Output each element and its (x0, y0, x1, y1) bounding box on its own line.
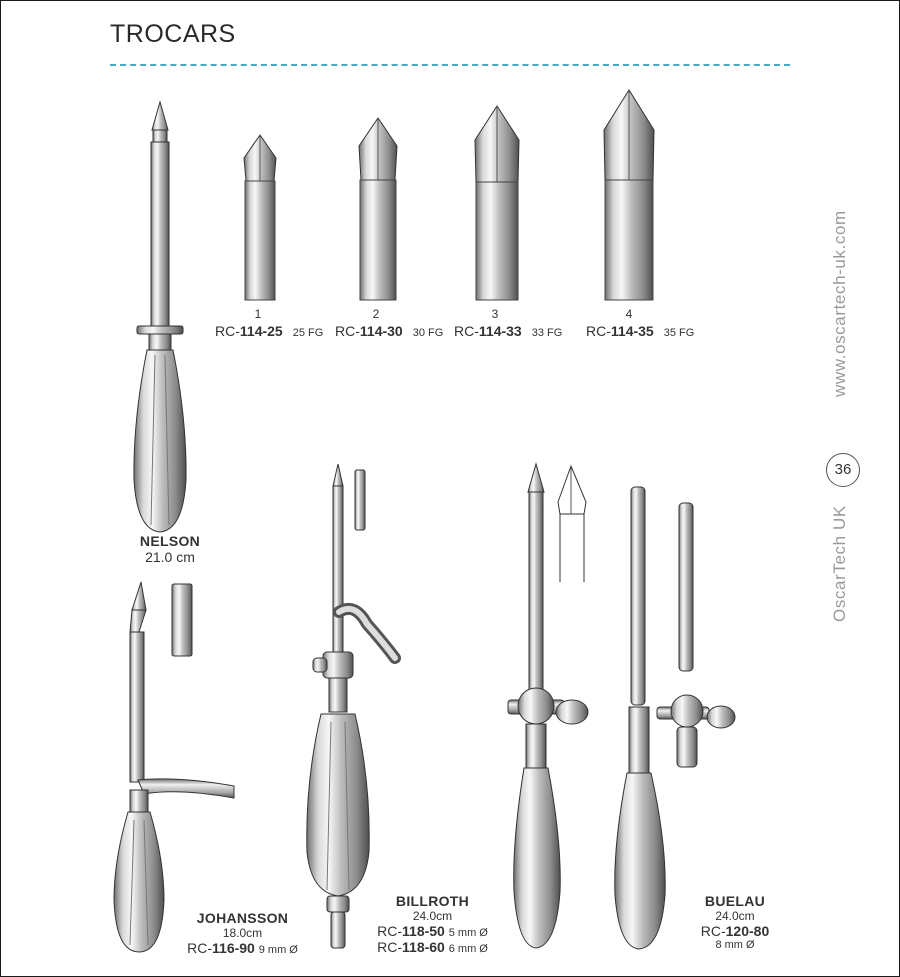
side-branding (830, 210, 860, 640)
billroth-label (360, 893, 505, 955)
tip-4-illustration (598, 88, 660, 300)
page-number: 36 (826, 453, 860, 487)
billroth-size: 24.0cm (412, 909, 453, 923)
johansson-label (180, 910, 305, 956)
johansson-code: RC-116-90 9 mm Ø (187, 940, 298, 956)
buelau-name: BUELAU (704, 893, 766, 909)
tip-3-number: 3 (491, 307, 499, 321)
nelson-name: NELSON (139, 533, 201, 549)
page-title: TROCARS (110, 20, 236, 48)
billroth-code-1: RC-118-50 5 mm Ø (377, 923, 488, 939)
tip-1-number: 1 (254, 307, 262, 321)
brand-name: OscarTech UK (830, 505, 849, 622)
buelau-trocar-illustration (605, 485, 745, 955)
tip-2-illustration (355, 116, 401, 300)
buelau-size: 24.0cm (715, 909, 755, 923)
nelson-label (120, 533, 220, 565)
tip-4-code: RC-114-35 35 FG (586, 323, 695, 339)
johansson-size: 18.0cm (222, 926, 263, 940)
tip-1-code: RC-114-25 25 FG (215, 323, 324, 339)
billroth-name: BILLROTH (395, 893, 470, 909)
tip-3-illustration (470, 104, 524, 300)
tip-2-number: 2 (372, 307, 380, 321)
billroth-trocar-illustration (295, 462, 415, 962)
tip-3-code: RC-114-33 33 FG (454, 323, 563, 339)
website-url: www.oscartech-uk.com (830, 210, 849, 397)
billroth-code-2: RC-118-60 6 mm Ø (377, 939, 488, 955)
tip-4-number: 4 (625, 307, 633, 321)
buelau-label (690, 893, 780, 951)
stopcock-trocar-illustration (500, 462, 610, 957)
nelson-size: 21.0 cm (145, 549, 195, 565)
title-divider (110, 64, 790, 66)
johansson-trocar-illustration (108, 580, 238, 955)
buelau-diameter: 8 mm Ø (715, 939, 755, 951)
tip-2-code: RC-114-30 30 FG (335, 323, 444, 339)
buelau-code: RC-120-80 (700, 923, 770, 939)
johansson-name: JOHANSSON (196, 910, 289, 926)
tip-1-illustration (240, 133, 280, 300)
nelson-trocar-illustration (125, 100, 195, 535)
